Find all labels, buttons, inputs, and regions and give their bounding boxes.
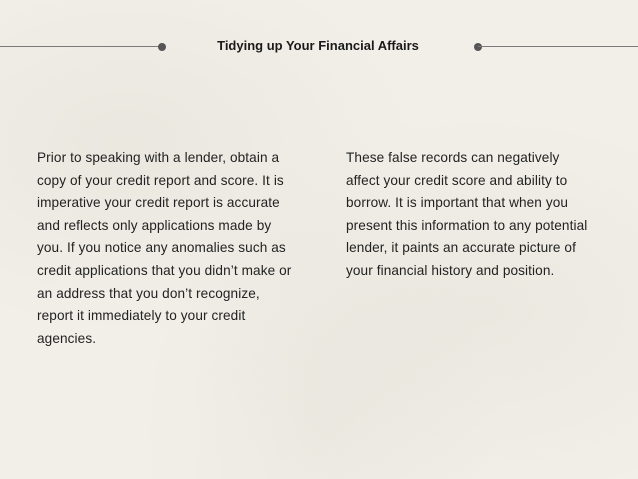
divider-dot-right bbox=[474, 43, 482, 51]
divider-dot-left bbox=[158, 43, 166, 51]
left-paragraph: Prior to speaking with a lender, obtain a copy of your credit report and score. It is imperative your credit report is accurate and reflects only applications made by you. If you notice any anomalies such as credit applications that you didn’t make or an address that you don’t recognize, report it immediately to your credit agencies. bbox=[37, 150, 292, 346]
slide-title: Tidying up Your Financial Affairs bbox=[217, 38, 419, 53]
header-divider-left bbox=[0, 46, 162, 47]
slide-header bbox=[0, 34, 638, 60]
right-paragraph: These false records can negatively affect your credit score and ability to borrow. It is important that when you present this information to any potential lender, it paints an accurate picture of your financial history and position. bbox=[346, 150, 588, 278]
header-divider-right bbox=[478, 46, 638, 47]
